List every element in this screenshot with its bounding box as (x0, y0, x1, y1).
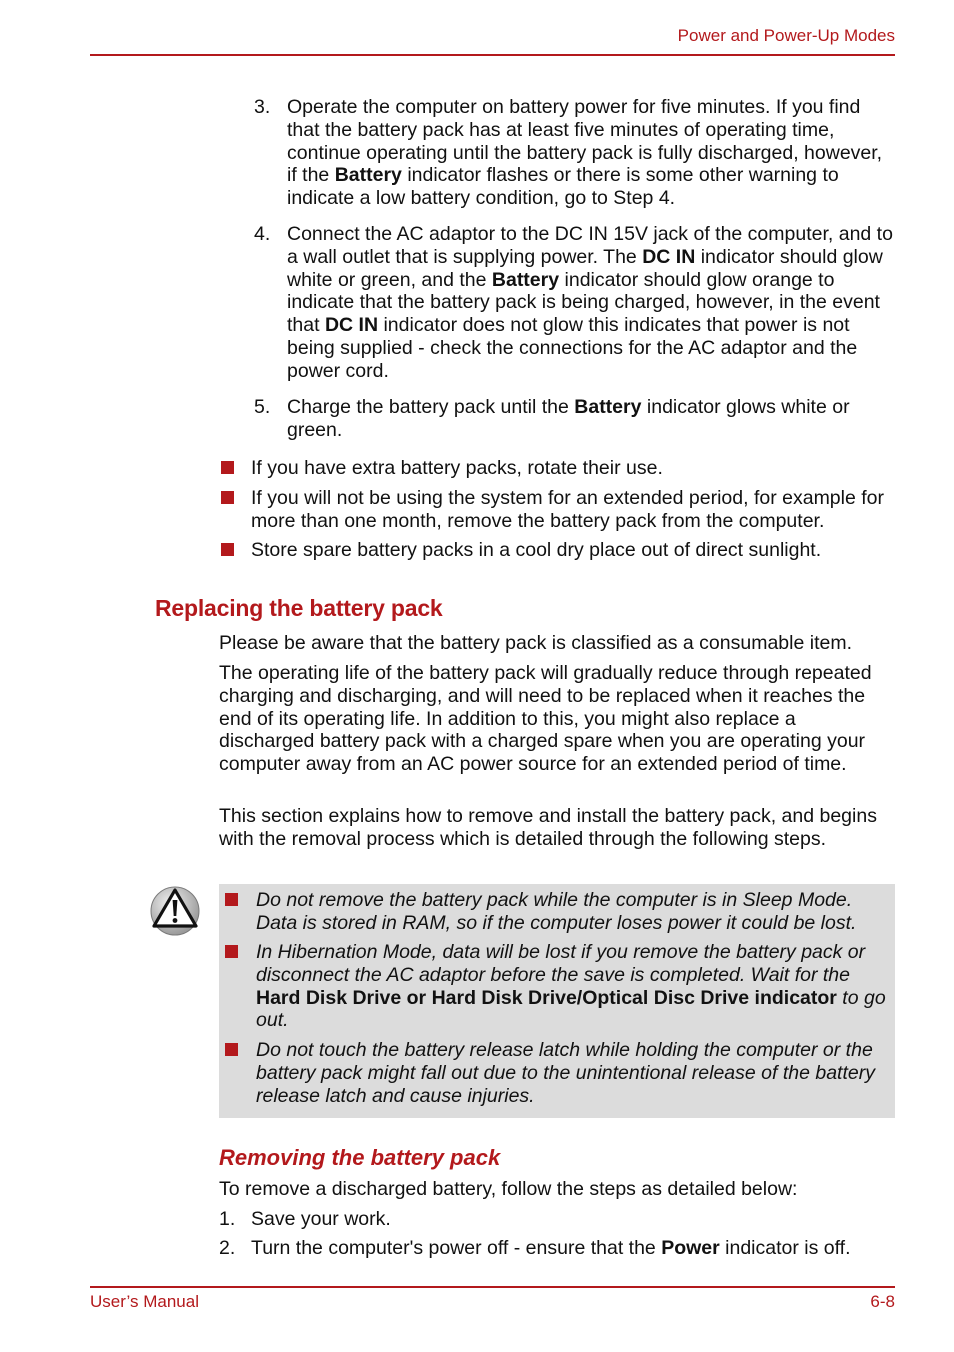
text-run: indicator should glow orange to indicate that the battery pack is being charged, however, in the event that (287, 268, 880, 337)
step-number: 2. (219, 1237, 236, 1259)
caution-item (225, 889, 890, 935)
bullet-item (221, 539, 894, 562)
step-item (254, 396, 894, 442)
bullet-text: If you have extra battery packs, rotate their use. (251, 457, 663, 479)
bullet-square-icon (225, 893, 238, 906)
bullet-square-icon (225, 945, 238, 958)
step-text (287, 96, 894, 210)
caution-item (225, 1039, 890, 1107)
text-run: Turn the computer's power off - ensure that the (251, 1237, 662, 1259)
bold-text: Battery (491, 268, 560, 291)
step-item (219, 1208, 894, 1231)
subsection-heading: Removing the battery pack (219, 1145, 501, 1170)
step-number: 5. (254, 396, 271, 418)
text-run: indicator does not glow this indicates that power is not being supplied - check the connections for the AC adaptor and the power cord. (287, 314, 858, 382)
text-run: Charge the battery pack until the (287, 396, 575, 418)
warning-triangle-icon (150, 884, 202, 938)
bold-text: DC IN (324, 314, 379, 337)
text-run: In Hibernation Mode, data will be lost if you remove the battery pack or disconnect the AC adaptor before the save is completed. Wait for the (256, 941, 866, 986)
text-run: indicator glows white or green. (287, 396, 850, 441)
footer-rule (90, 1286, 895, 1288)
step-number: 3. (254, 96, 271, 118)
step-text (251, 1208, 894, 1231)
bullet-square-icon (221, 461, 234, 474)
step-item (254, 96, 894, 210)
text-run: Connect the AC adaptor to the DC IN 15V jack of the computer, and to a wall outlet that is supplying power. The (287, 223, 893, 268)
bullet-square-icon (225, 1043, 238, 1056)
paragraph: To remove a discharged battery, follow the steps as detailed below: (219, 1178, 798, 1200)
step-item (219, 1237, 894, 1260)
bullet-square-icon (221, 491, 234, 504)
step-text (251, 1237, 894, 1260)
footer-manual-title: User’s Manual (90, 1292, 199, 1311)
step-text (287, 396, 894, 442)
bold-text: Hard Disk Drive or Hard Disk Drive/Optical Disc Drive indicator (256, 986, 837, 1009)
bold-text: Battery (334, 164, 402, 187)
bullet-text: If you will not be using the system for an extended period, for example for more than one month, remove the battery pack from the computer. (251, 487, 885, 532)
text-run: indicator is off. (719, 1237, 851, 1259)
text-run: indicator should glow white or green, and the (287, 245, 883, 291)
bullet-text: Store spare battery packs in a cool dry place out of direct sunlight. (251, 539, 822, 561)
caution-item (225, 941, 890, 1032)
text-run: Do not touch the battery release latch while holding the computer or the battery pack might fall out due to the unintentional release of the battery release latch and cause injuries. (256, 1039, 875, 1107)
bullet-item (221, 487, 894, 533)
bullet-item (221, 457, 894, 480)
step-number: 1. (219, 1208, 236, 1230)
step-item (254, 223, 894, 383)
caution-text (256, 1039, 890, 1107)
paragraph: The operating life of the battery pack will gradually reduce through repeated charging and discharging, and will need to be replaced when it reaches the end of its operating life. In addition to this, you might also replace a discharged battery pack with a charged spare when you are operating your computer away from an AC power source for an extended period of time. (219, 662, 872, 776)
text-run: Save your work. (251, 1208, 391, 1230)
bold-text: Battery (574, 396, 642, 418)
text-run: Operate the computer on battery power for five minutes. If you find that the battery pack has at least five minutes of operating time, continue operating until the battery pack is fully discharged, however, if the (287, 96, 883, 187)
caution-text (256, 889, 890, 935)
caution-text (256, 941, 890, 1032)
paragraph: This section explains how to remove and install the battery pack, and begins with the removal process which is detailed through the following steps. (219, 805, 877, 850)
bold-text: DC IN (642, 245, 696, 268)
bold-text: Power (661, 1237, 720, 1259)
section-heading: Replacing the battery pack (155, 595, 443, 621)
text-run: to go out. (256, 986, 886, 1032)
text-run: indicator flashes or there is some other warning to indicate a low battery condition, go to Step 4. (287, 164, 839, 210)
bullet-square-icon (221, 543, 234, 556)
step-text (287, 223, 894, 383)
step-number: 4. (254, 223, 271, 245)
running-header: Power and Power-Up Modes (677, 26, 895, 45)
text-run: Do not remove the battery pack while the computer is in Sleep Mode. Data is stored in RAM, so if the computer loses power it could be lost. (256, 889, 857, 934)
page-number: 6-8 (870, 1292, 895, 1311)
paragraph: Please be aware that the battery pack is classified as a consumable item. (219, 632, 852, 654)
header-rule (90, 54, 895, 56)
